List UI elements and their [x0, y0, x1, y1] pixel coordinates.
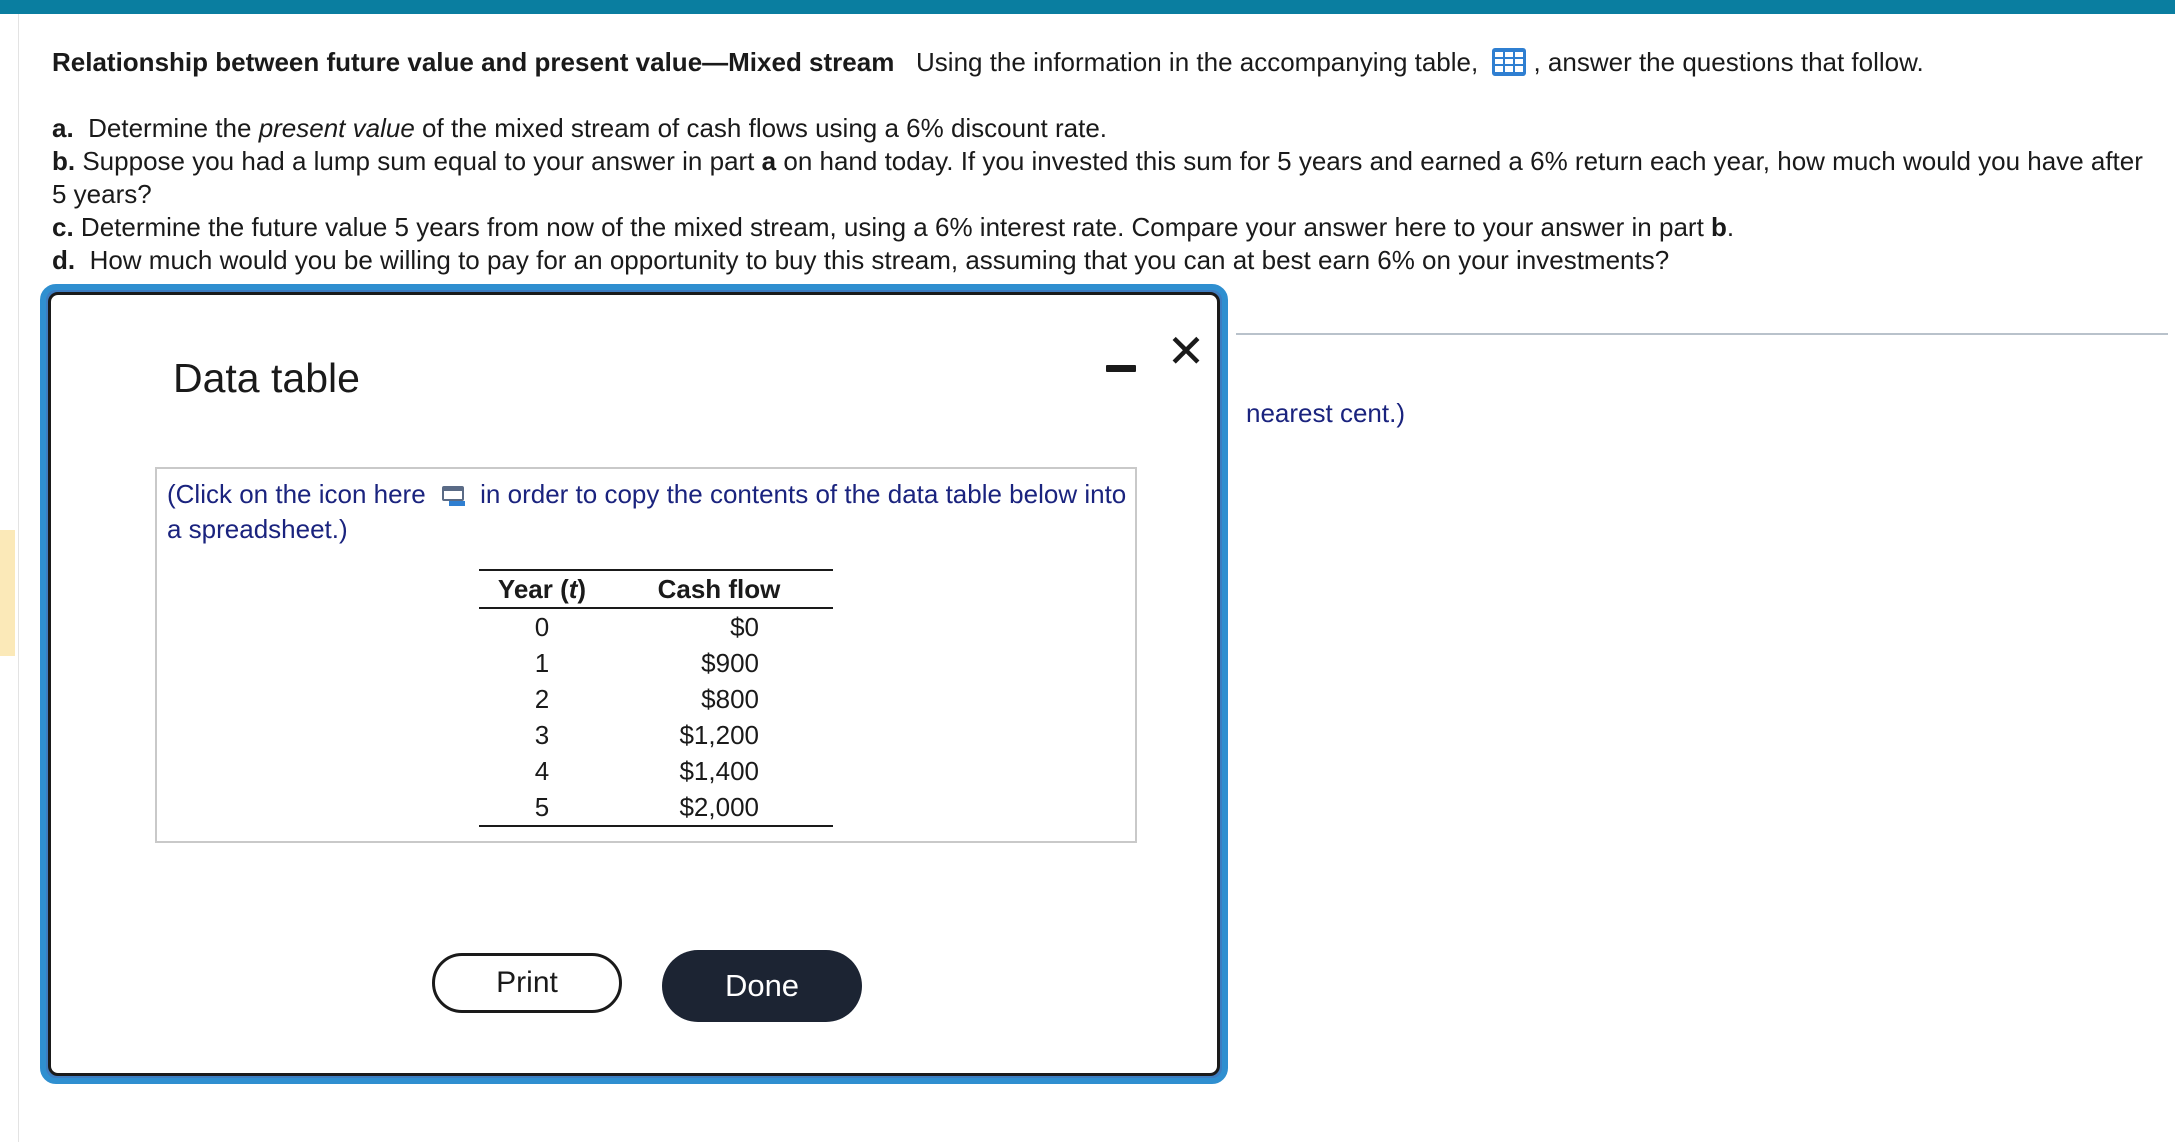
part-d-text: How much would you be willing to pay for an opportunity to buy this stream, assuming that you can at best earn 6% on your investments?: [89, 245, 1670, 275]
modal-title: Data table: [173, 355, 360, 401]
question-parts: [52, 112, 2162, 277]
spreadsheet-copy-icon[interactable]: [441, 482, 467, 506]
cell-cash-flow: $0: [730, 611, 759, 642]
table-header-row: [479, 570, 833, 608]
part-d: [52, 244, 2162, 277]
question-title: [52, 44, 1924, 80]
table-row: [479, 608, 833, 645]
close-icon[interactable]: ✕: [1166, 325, 1206, 377]
nearest-cent-hint: nearest cent.): [1246, 398, 1405, 428]
print-button[interactable]: Print: [432, 953, 622, 1013]
cell-cash-flow: $2,000: [605, 789, 833, 826]
cell-year: 4: [534, 755, 550, 786]
cell-year: 1: [534, 647, 550, 678]
part-a: [52, 112, 2162, 145]
part-b-text-1: Suppose you had a lump sum equal to your answer in part: [82, 146, 755, 176]
part-a-text-2: of the mixed stream of cash flows using a 6% discount rate.: [422, 113, 1108, 143]
part-c-text-2: .: [1726, 212, 1735, 242]
cell-cash-flow: $800: [701, 683, 759, 714]
table-row: [479, 717, 833, 753]
part-b: [52, 145, 2162, 211]
copy-note-before: (Click on the icon here: [167, 479, 426, 509]
part-c-text-1: Determine the future value 5 years from now of the mixed stream, using a 6% interest rate. Compare your answer here to your answer in part: [80, 212, 1704, 242]
part-d-label: d.: [52, 245, 76, 275]
table-row: [479, 753, 833, 789]
cash-flow-table: [479, 569, 833, 827]
part-b-ref: a: [761, 146, 777, 176]
part-a-text-1: Determine the: [88, 113, 252, 143]
minimize-icon[interactable]: [1104, 349, 1138, 383]
cell-cash-flow: $900: [701, 647, 759, 678]
modal-body: [48, 292, 1220, 1076]
cell-year: 5: [479, 789, 605, 826]
part-c-ref: b: [1711, 212, 1727, 242]
cell-year: 2: [534, 683, 550, 714]
copy-instruction: [167, 477, 1127, 547]
done-button[interactable]: Done: [662, 950, 862, 1022]
left-divider: [18, 14, 19, 1142]
question-intro: Using the information in the accompanying table,: [916, 47, 1479, 77]
part-c: [52, 211, 2162, 244]
part-a-italic: present value: [258, 113, 415, 143]
part-a-label: a.: [52, 113, 74, 143]
table-row: [479, 645, 833, 681]
data-table-modal: [40, 284, 1228, 1084]
part-b-label: b.: [52, 146, 76, 176]
data-table-container: [155, 467, 1137, 843]
header-cash-flow: Cash flow: [605, 570, 833, 608]
top-banner-bar: [0, 0, 2175, 14]
part-c-label: c.: [52, 212, 74, 242]
part-b-text-2: on hand today. If you invested this sum for 5 years and earned a 6% return each year, how much would you have after 5 years?: [52, 146, 2143, 209]
cell-cash-flow: $1,400: [679, 755, 759, 786]
copy-note-after: in order to copy the contents of the data table below into a spreadsheet.): [167, 479, 1127, 544]
cell-year: 0: [534, 611, 550, 642]
header-year: Year (t): [479, 570, 605, 608]
table-grid-icon[interactable]: [1491, 47, 1527, 77]
left-highlight-marker: [0, 530, 15, 656]
question-intro-end: , answer the questions that follow.: [1533, 47, 1924, 77]
table-row: [479, 681, 833, 717]
question-title-bold: Relationship between future value and present value—Mixed stream: [52, 47, 895, 77]
answer-section-divider: [1236, 333, 2168, 335]
cell-year: 3: [534, 719, 550, 750]
table-row: [479, 789, 833, 826]
cell-cash-flow: $1,200: [679, 719, 759, 750]
